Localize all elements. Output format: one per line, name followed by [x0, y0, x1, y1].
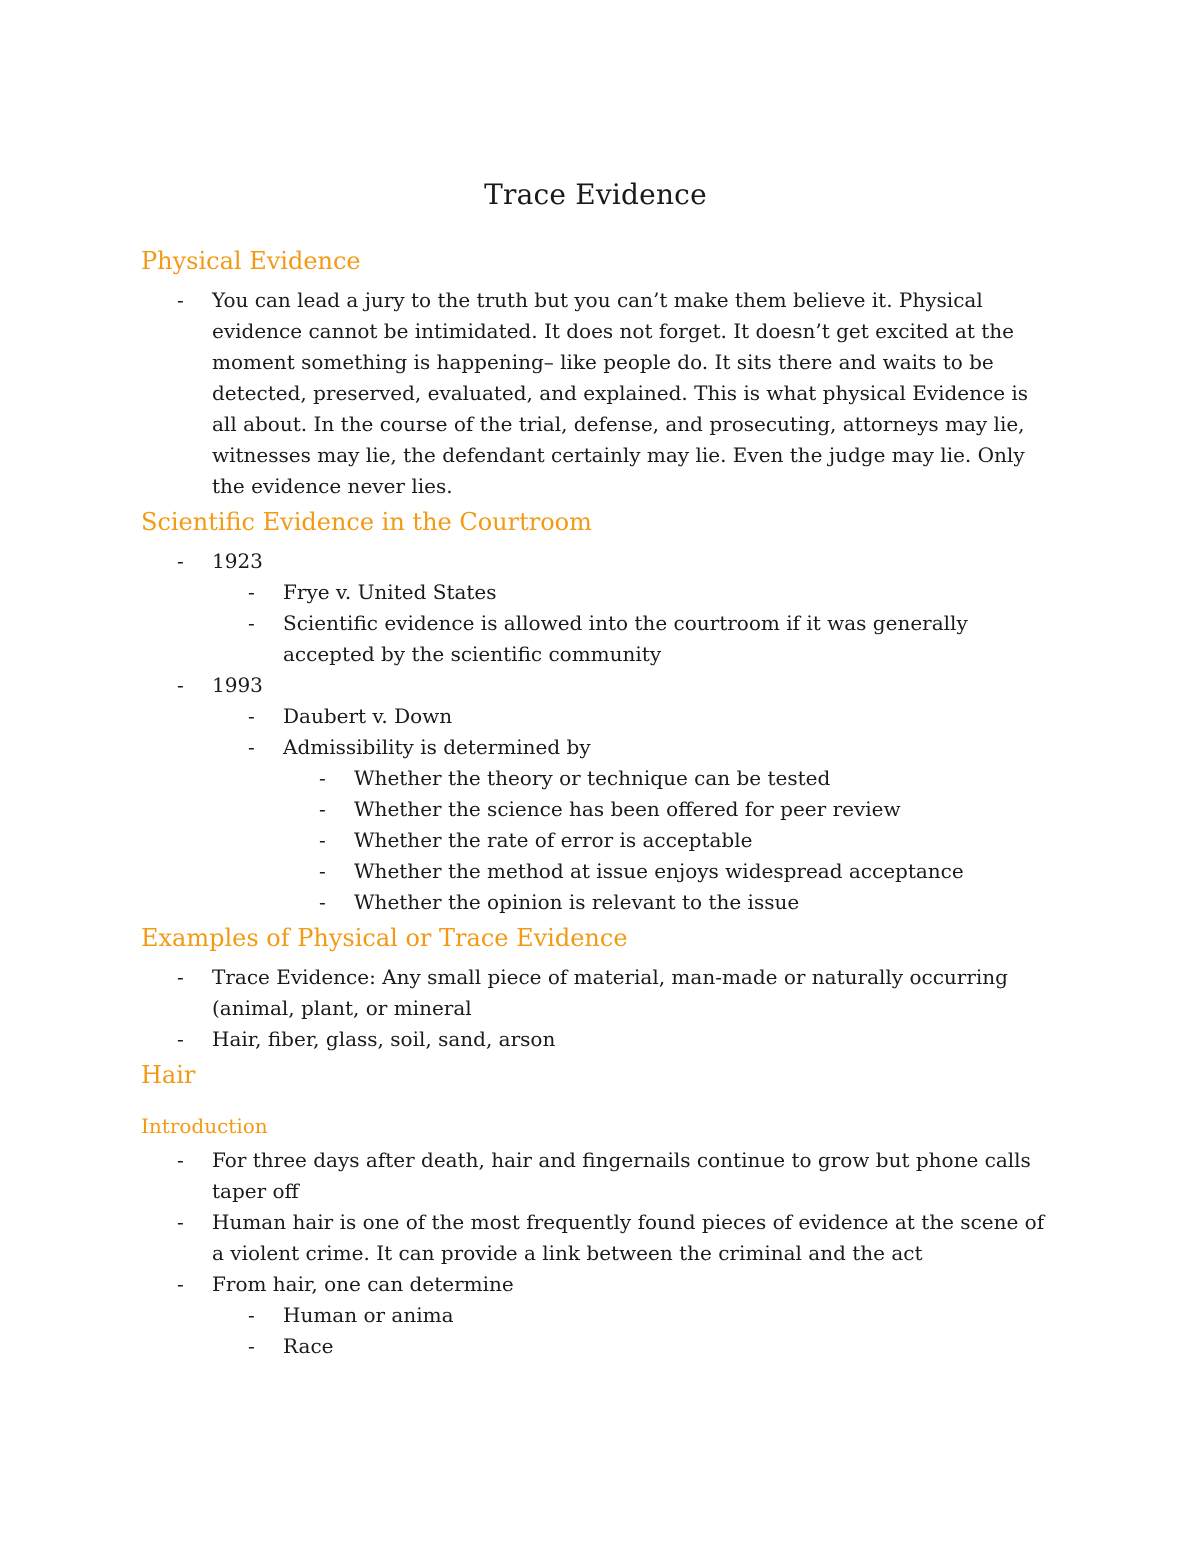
list-item: - Whether the method at issue enjoys widespread acceptance — [283, 856, 1050, 887]
list-item: - Race — [212, 1331, 1050, 1362]
list-item: - Frye v. United States — [212, 577, 1050, 608]
list-item: - Whether the science has been offered for peer review — [283, 794, 1050, 825]
nested-list — [212, 1300, 1050, 1362]
list-item-1993 — [141, 670, 1050, 918]
bullet-list — [141, 285, 1050, 502]
list-item-determine — [141, 1269, 1050, 1362]
list-item: - Whether the rate of error is acceptable — [283, 825, 1050, 856]
section-heading: Examples of Physical or Trace Evidence — [141, 924, 628, 952]
list-item: - Human hair is one of the most frequently found pieces of evidence at the scene of a violent crime. It can provide a link between the criminal and the act — [141, 1207, 1050, 1269]
list-item: - Hair, fiber, glass, soil, sand, arson — [141, 1024, 1050, 1055]
list-item: - Trace Evidence: Any small piece of material, man-made or naturally occurring (animal, plant, or mineral — [141, 962, 1050, 1024]
bullet-list — [141, 962, 1050, 1055]
list-item: - Daubert v. Down — [212, 701, 1050, 732]
list-item: - Whether the opinion is relevant to the issue — [283, 887, 1050, 918]
list-item: - Whether the theory or technique can be tested — [283, 763, 1050, 794]
section-heading: Scientific Evidence in the Courtroom — [141, 508, 592, 536]
nested-list — [212, 701, 1050, 918]
section-physical-evidence — [141, 241, 1050, 502]
list-item: - You can lead a jury to the truth but you can’t make them believe it. Physical evidence cannot be intimidated. It does not forget. It doesn’t get excited at the moment something is happening– like people do. It sits there and waits to be detected, preserved, evaluated, and explained. This is what physical Evidence is all about. In the course of the trial, defense, and prosecuting, attorneys may lie, witnesses may lie, the defendant certainly may lie. Even the judge may lie. Only the evidence never lies. — [141, 285, 1050, 502]
criteria-list — [283, 763, 1050, 918]
list-item-1923 — [141, 546, 1050, 670]
year-label: 1923 — [212, 549, 263, 573]
section-heading: Hair — [141, 1061, 196, 1089]
section-heading: Physical Evidence — [141, 247, 361, 275]
list-item: - Scientific evidence is allowed into the courtroom if it was generally accepted by the scientific community — [212, 608, 1050, 670]
section-examples — [141, 918, 1050, 1055]
nested-list — [212, 577, 1050, 670]
subsection-heading: Introduction — [141, 1114, 268, 1138]
year-label: 1993 — [212, 673, 263, 697]
section-scientific-evidence — [141, 502, 1050, 918]
bullet-list — [141, 546, 1050, 918]
list-item: - For three days after death, hair and fingernails continue to grow but phone calls taper off — [141, 1145, 1050, 1207]
bullet-list — [141, 1145, 1050, 1362]
admissibility-label: Admissibility is determined by — [283, 735, 591, 759]
list-item: - Human or anima — [212, 1300, 1050, 1331]
section-hair — [141, 1055, 1050, 1362]
determine-label: From hair, one can determine — [212, 1272, 514, 1296]
document-title: Trace Evidence — [484, 178, 707, 211]
list-item-admissibility — [212, 732, 1050, 918]
